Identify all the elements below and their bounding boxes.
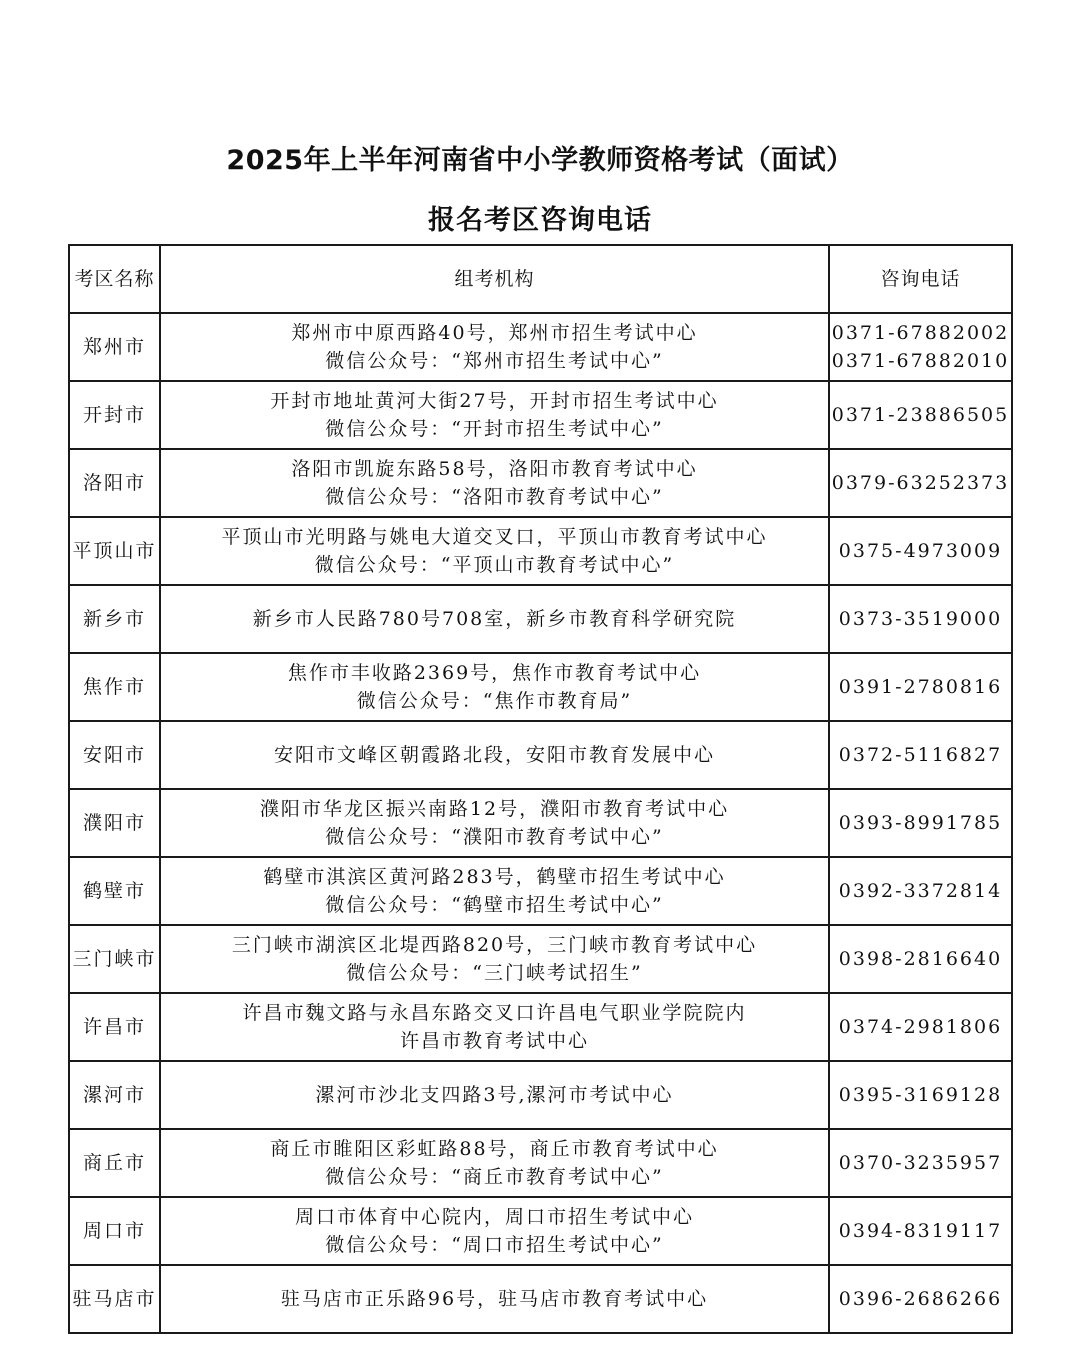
phone-number: 0394-8319117 <box>838 1220 1003 1242</box>
organization-cell <box>160 1197 829 1265</box>
organization-line: 微信公众号：“焦作市教育局” <box>356 690 633 712</box>
phone-cell <box>829 925 1012 993</box>
organization-line: 郑州市中原西路40号，郑州市招生考试中心 <box>291 322 698 344</box>
phone-cell <box>829 1129 1012 1197</box>
organization-line: 微信公众号：“郑州市招生考试中心” <box>325 350 664 372</box>
organization-line: 三门峡市湖滨区北堤西路820号，三门峡市教育考试中心 <box>231 934 758 956</box>
table-row <box>69 1129 1012 1197</box>
organization-line: 安阳市文峰区朝霞路北段，安阳市教育发展中心 <box>273 744 715 766</box>
organization-line: 洛阳市凯旋东路58号，洛阳市教育考试中心 <box>291 458 698 480</box>
phone-cell <box>829 517 1012 585</box>
table-row <box>69 381 1012 449</box>
phone-number: 0372-5116827 <box>838 744 1003 766</box>
table-header-row <box>69 245 1012 313</box>
region-name: 开封市 <box>69 381 160 449</box>
phone-cell <box>829 313 1012 381</box>
region-name: 鹤壁市 <box>69 857 160 925</box>
phone-cell <box>829 789 1012 857</box>
table-row <box>69 313 1012 381</box>
header-phone: 咨询电话 <box>829 245 1012 313</box>
region-name: 郑州市 <box>69 313 160 381</box>
table-row <box>69 721 1012 789</box>
organization-cell <box>160 585 829 653</box>
phone-number: 0375-4973009 <box>838 540 1003 562</box>
table-row <box>69 585 1012 653</box>
organization-line: 许昌市教育考试中心 <box>399 1030 589 1052</box>
organization-cell <box>160 381 829 449</box>
organization-cell <box>160 1265 829 1333</box>
table-row <box>69 857 1012 925</box>
region-name: 洛阳市 <box>69 449 160 517</box>
organization-cell <box>160 857 829 925</box>
contact-table <box>68 244 1013 1334</box>
organization-cell <box>160 721 829 789</box>
phone-number: 0370-3235957 <box>838 1152 1003 1174</box>
phone-number: 0391-2780816 <box>838 676 1003 698</box>
document-title: 2025年上半年河南省中小学教师资格考试（面试） <box>226 145 854 176</box>
table-row <box>69 789 1012 857</box>
region-name: 漯河市 <box>69 1061 160 1129</box>
organization-line: 鹤壁市淇滨区黄河路283号，鹤壁市招生考试中心 <box>263 866 726 888</box>
region-name: 驻马店市 <box>69 1265 160 1333</box>
organization-line: 微信公众号：“洛阳市教育考试中心” <box>325 486 664 508</box>
organization-line: 微信公众号：“濮阳市教育考试中心” <box>325 826 664 848</box>
table-row <box>69 1197 1012 1265</box>
phone-number: 0379-63252373 <box>831 472 1010 494</box>
organization-line: 濮阳市华龙区振兴南路12号，濮阳市教育考试中心 <box>259 798 730 820</box>
phone-cell <box>829 857 1012 925</box>
organization-line: 周口市体育中心院内，周口市招生考试中心 <box>294 1206 694 1228</box>
phone-number: 0371-23886505 <box>831 404 1010 426</box>
phone-cell <box>829 449 1012 517</box>
organization-line: 驻马店市正乐路96号，驻马店市教育考试中心 <box>280 1288 709 1310</box>
phone-cell <box>829 1061 1012 1129</box>
organization-cell <box>160 1129 829 1197</box>
organization-line: 焦作市丰收路2369号，焦作市教育考试中心 <box>287 662 702 684</box>
region-name: 许昌市 <box>69 993 160 1061</box>
table-row <box>69 517 1012 585</box>
organization-line: 微信公众号：“鹤壁市招生考试中心” <box>325 894 664 916</box>
organization-line: 许昌市魏文路与永昌东路交叉口许昌电气职业学院院内 <box>242 1002 747 1024</box>
phone-number: 0371-67882002 <box>831 322 1010 344</box>
phone-cell <box>829 653 1012 721</box>
phone-cell <box>829 993 1012 1061</box>
table-row <box>69 993 1012 1061</box>
phone-number: 0374-2981806 <box>838 1016 1003 1038</box>
organization-cell <box>160 517 829 585</box>
table-row <box>69 1265 1012 1333</box>
region-name: 濮阳市 <box>69 789 160 857</box>
organization-cell <box>160 789 829 857</box>
organization-line: 开封市地址黄河大街27号，开封市招生考试中心 <box>270 390 719 412</box>
organization-line: 微信公众号：“三门峡考试招生” <box>346 962 643 984</box>
phone-cell <box>829 585 1012 653</box>
organization-line: 微信公众号：“平顶山市教育考试中心” <box>314 554 675 576</box>
organization-cell <box>160 1061 829 1129</box>
document-subtitle: 报名考区咨询电话 <box>428 205 652 236</box>
organization-cell <box>160 925 829 993</box>
phone-cell <box>829 1197 1012 1265</box>
organization-cell <box>160 313 829 381</box>
region-name: 安阳市 <box>69 721 160 789</box>
phone-cell <box>829 381 1012 449</box>
region-name: 商丘市 <box>69 1129 160 1197</box>
organization-line: 微信公众号：“周口市招生考试中心” <box>325 1234 664 1256</box>
organization-line: 漯河市沙北支四路3号,漯河市考试中心 <box>315 1084 674 1106</box>
region-name: 焦作市 <box>69 653 160 721</box>
organization-line: 新乡市人民路780号708室，新乡市教育科学研究院 <box>252 608 737 630</box>
organization-cell <box>160 993 829 1061</box>
organization-cell <box>160 449 829 517</box>
phone-cell <box>829 1265 1012 1333</box>
organization-cell <box>160 653 829 721</box>
phone-number: 0393-8991785 <box>838 812 1003 834</box>
phone-cell <box>829 721 1012 789</box>
organization-line: 商丘市睢阳区彩虹路88号，商丘市教育考试中心 <box>270 1138 719 1160</box>
header-region: 考区名称 <box>69 245 160 313</box>
phone-number: 0373-3519000 <box>838 608 1003 630</box>
region-name: 平顶山市 <box>69 517 160 585</box>
header-organization: 组考机构 <box>160 245 829 313</box>
organization-line: 微信公众号：“商丘市教育考试中心” <box>325 1166 664 1188</box>
region-name: 周口市 <box>69 1197 160 1265</box>
table-row <box>69 653 1012 721</box>
table-row <box>69 1061 1012 1129</box>
phone-number: 0371-67882010 <box>831 350 1010 372</box>
region-name: 新乡市 <box>69 585 160 653</box>
organization-line: 微信公众号：“开封市招生考试中心” <box>325 418 664 440</box>
region-name: 三门峡市 <box>69 925 160 993</box>
phone-number: 0398-2816640 <box>838 948 1003 970</box>
table-row <box>69 925 1012 993</box>
table-row <box>69 449 1012 517</box>
phone-number: 0396-2686266 <box>838 1288 1003 1310</box>
organization-line: 平顶山市光明路与姚电大道交叉口，平顶山市教育考试中心 <box>221 526 768 548</box>
phone-number: 0395-3169128 <box>838 1084 1003 1106</box>
phone-number: 0392-3372814 <box>838 880 1003 902</box>
